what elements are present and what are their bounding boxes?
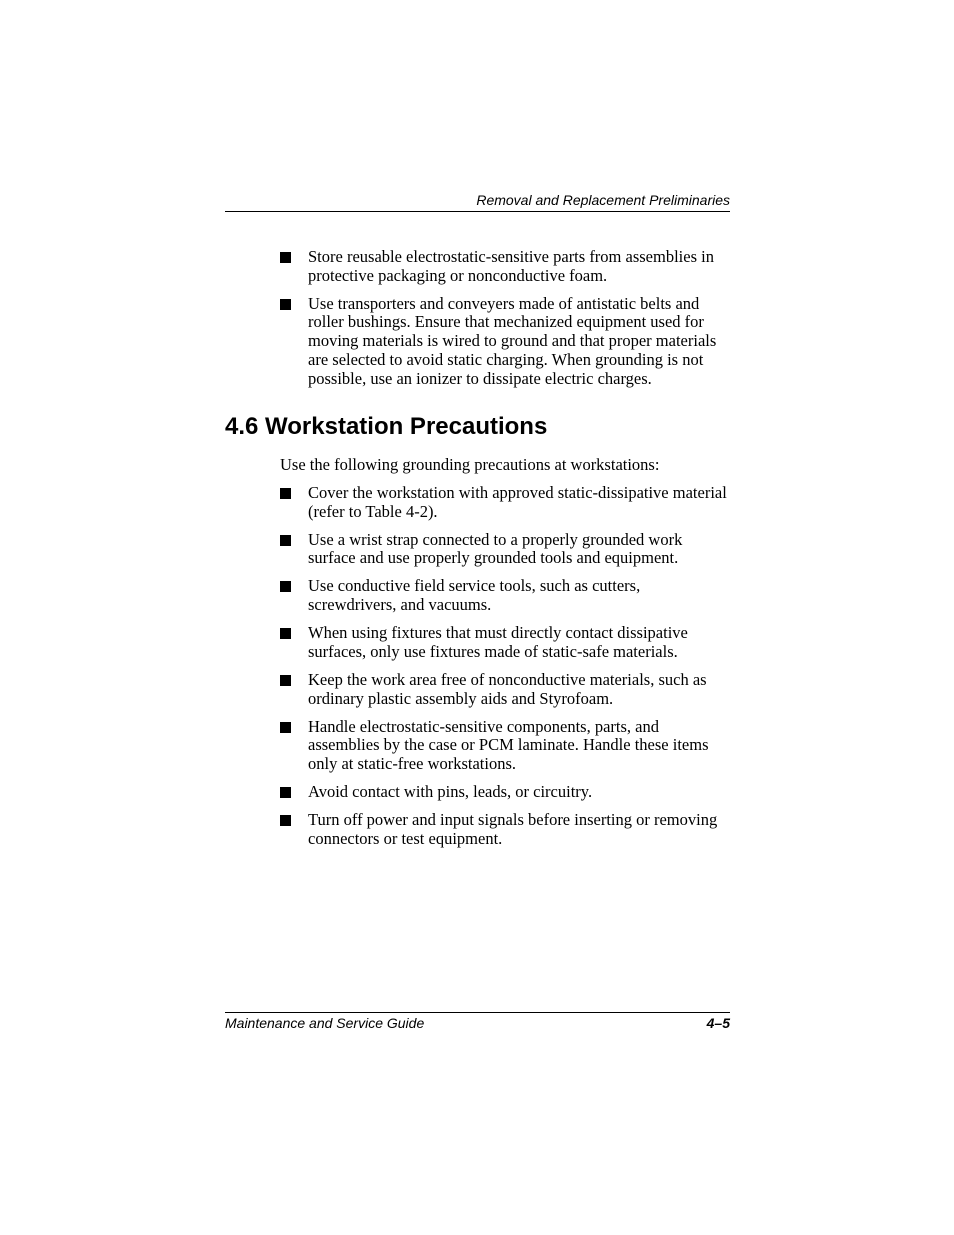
list-item-text: Store reusable electrostatic-sensitive parts from assemblies in protective packaging or nonconductive foam. — [308, 247, 714, 285]
footer-rule — [225, 1012, 730, 1013]
list-item — [280, 718, 732, 774]
section-title: 4.6 Workstation Precautions — [225, 413, 548, 440]
square-bullet-icon — [280, 581, 291, 592]
footer-guide-title: Maintenance and Service Guide — [225, 1015, 425, 1031]
page-number: 4–5 — [706, 1015, 730, 1031]
list-item-text: Cover the workstation with approved static-dissipative material (refer to Table 4-2). — [308, 483, 727, 521]
square-bullet-icon — [280, 675, 291, 686]
square-bullet-icon — [280, 488, 291, 499]
list-item — [280, 531, 732, 568]
list-item — [280, 484, 732, 521]
list-item-text: Use a wrist strap connected to a properly grounded work surface and use properly grounded tools and equipment. — [308, 529, 683, 568]
list-item-text: Use conductive field service tools, such as cutters, screwdrivers, and vacuums. — [308, 576, 641, 615]
header-rule — [225, 211, 730, 212]
list-item-text: Turn off power and input signals before inserting or removing connectors or test equipment. — [308, 809, 718, 848]
list-item-text: Handle electrostatic-sensitive components, parts, and assemblies by the case or PCM laminate. Handle these items only at static-free workstations. — [308, 716, 709, 773]
list-item — [280, 783, 732, 802]
list-item-text: Use transporters and conveyers made of antistatic belts and roller bushings. Ensure that mechanized equipment used for moving materials is wired to ground and that proper materials are selected to avoid static charging. When grounding is not possible, use an ionizer to dissipate electric charges. — [308, 293, 717, 388]
square-bullet-icon — [280, 628, 291, 639]
list-item — [280, 248, 732, 285]
running-header: Removal and Replacement Preliminaries — [476, 192, 730, 208]
square-bullet-icon — [280, 252, 291, 263]
square-bullet-icon — [280, 535, 291, 546]
square-bullet-icon — [280, 815, 291, 826]
list-item — [280, 811, 732, 848]
list-item-text: Keep the work area free of nonconductive materials, such as ordinary plastic assembly aids and Styrofoam. — [308, 669, 707, 708]
list-item-text: Avoid contact with pins, leads, or circuitry. — [308, 781, 593, 801]
list-item-text: When using fixtures that must directly contact dissipative surfaces, only use fixtures made of static-safe materials. — [308, 623, 688, 661]
square-bullet-icon — [280, 787, 291, 798]
list-item — [280, 577, 732, 614]
section-intro: Use the following grounding precautions at workstations: — [280, 455, 660, 474]
square-bullet-icon — [280, 299, 291, 310]
list-item — [280, 671, 732, 708]
square-bullet-icon — [280, 722, 291, 733]
list-item — [280, 624, 732, 661]
precautions-bullet-list — [280, 484, 732, 858]
list-item — [280, 295, 732, 389]
storage-bullet-list — [280, 248, 732, 398]
